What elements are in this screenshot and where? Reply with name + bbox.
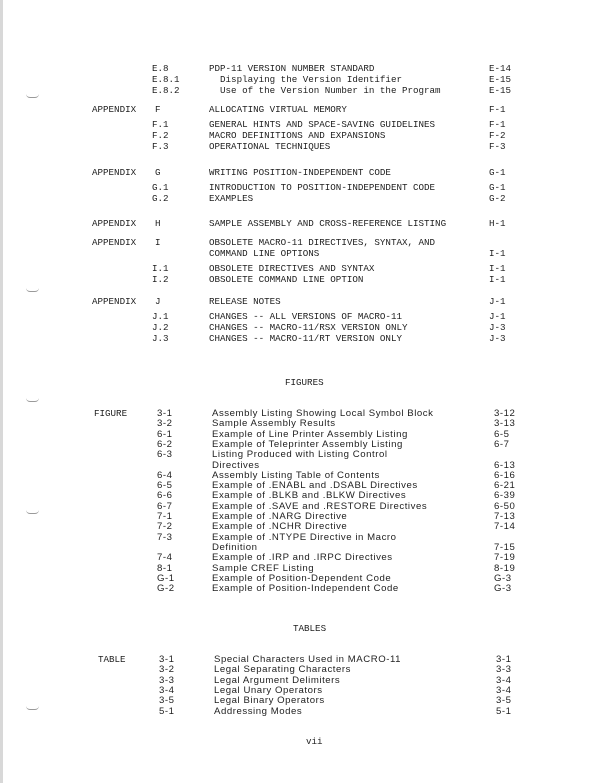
figure-number: 6-3 (157, 449, 173, 461)
section-page: G-1 (489, 182, 506, 193)
section-page: E-14 (489, 63, 512, 74)
figure-title: Example of .SAVE and .RESTORE Directives (212, 500, 428, 512)
section-page: J-1 (489, 311, 506, 322)
appendix-page: I-1 (489, 248, 506, 259)
figure-page: 6-21 (494, 480, 516, 492)
section-title: Use of the Version Number in the Program (209, 85, 441, 96)
appendix-label: APPENDIX (92, 167, 137, 178)
appendix-title: RELEASE NOTES (209, 296, 281, 307)
section-number: E.8.1 (152, 74, 180, 85)
figures-heading: FIGURES (285, 377, 324, 388)
binder-hole-mark (26, 94, 39, 98)
figure-page: 6-13 (494, 459, 516, 471)
appendix-page: H-1 (489, 218, 506, 229)
section-title: EXAMPLES (209, 193, 254, 204)
appendix-letter: G (155, 167, 161, 178)
appendix-letter: F (155, 104, 161, 115)
figure-title: Directives (212, 459, 260, 471)
appendix-letter: J (155, 296, 161, 307)
figure-title: Example of .IRP and .IRPC Directives (212, 552, 393, 564)
appendix-page: G-1 (489, 167, 506, 178)
section-page: I-1 (489, 274, 506, 285)
section-title: OPERATIONAL TECHNIQUES (209, 141, 331, 152)
table-page: 3-4 (496, 684, 512, 696)
appendix-letter: I (155, 237, 161, 248)
figure-number: 6-5 (157, 480, 173, 492)
section-number: G.2 (152, 193, 169, 204)
figure-title: Example of .BLKB and .BLKW Directives (212, 490, 407, 502)
appendix-page: J-1 (489, 296, 506, 307)
section-title: CHANGES -- MACRO-11/RSX VERSION ONLY (209, 322, 408, 333)
figure-title: Example of .NARG Directive (212, 511, 348, 522)
table-page: 3-4 (496, 674, 512, 686)
figure-title: Sample Assembly Results (212, 418, 336, 430)
appendix-title: SAMPLE ASSEMBLY AND CROSS-REFERENCE LISTING (209, 218, 447, 229)
figure-title: Example of .NCHR Directive (212, 521, 348, 533)
section-page: F-1 (489, 119, 506, 130)
figure-number: G-2 (157, 583, 175, 595)
appendix-label: APPENDIX (92, 218, 137, 229)
table-number: 3-2 (159, 664, 175, 676)
figure-title: Definition (212, 541, 258, 553)
section-number: F.1 (152, 119, 169, 130)
appendix-page: F-1 (489, 104, 506, 115)
section-page: J-3 (489, 322, 506, 333)
section-title: Displaying the Version Identifier (209, 74, 402, 85)
figure-page: 7-14 (494, 521, 516, 533)
figure-page: 3-13 (494, 418, 516, 430)
figure-title: Example of Position-Independent Code (212, 583, 399, 595)
section-number: I.1 (152, 263, 169, 274)
table-number: 5-1 (159, 705, 175, 717)
section-page: J-3 (489, 333, 506, 344)
table-number: 3-1 (159, 654, 175, 665)
section-number: F.3 (152, 141, 169, 152)
section-number: E.8 (152, 63, 169, 74)
figure-number: 7-2 (157, 521, 173, 533)
figure-page: 8-19 (494, 562, 516, 574)
binder-hole-mark (26, 510, 39, 514)
appendix-label: APPENDIX (92, 104, 137, 115)
figure-title: Listing Produced with Listing Control (212, 449, 388, 461)
figure-page: G-3 (494, 572, 512, 584)
appendix-title: COMMAND LINE OPTIONS (209, 248, 320, 259)
figure-title: Example of .NTYPE Directive in Macro (212, 531, 397, 543)
section-page: F-3 (489, 141, 506, 152)
figure-title: Assembly Listing Showing Local Symbol Block (212, 408, 434, 419)
figure-number: 6-2 (157, 438, 173, 450)
section-page: F-2 (489, 130, 506, 141)
appendix-title: OBSOLETE MACRO-11 DIRECTIVES, SYNTAX, AND (209, 237, 436, 248)
page-number: vii (306, 736, 323, 747)
figures-label: FIGURE (94, 408, 128, 419)
figure-number: 6-4 (157, 469, 173, 481)
tables-label: TABLE (98, 654, 126, 665)
table-title: Legal Separating Characters (214, 664, 351, 676)
appendix-letter: H (155, 218, 161, 229)
figure-number: 6-7 (157, 500, 173, 512)
figure-title: Example of Teleprinter Assembly Listing (212, 438, 403, 450)
figure-number: 8-1 (157, 562, 173, 574)
figure-page: 6-16 (494, 469, 516, 481)
section-number: E.8.2 (152, 85, 180, 96)
figure-number: G-1 (157, 572, 175, 584)
binder-hole-mark (26, 398, 39, 402)
table-number: 3-5 (159, 695, 175, 707)
section-title: OBSOLETE COMMAND LINE OPTION (209, 274, 364, 285)
table-page: 5-1 (496, 705, 512, 717)
figure-number: 7-3 (157, 531, 173, 543)
section-number: J.2 (152, 322, 169, 333)
figure-page: 3-12 (494, 408, 516, 419)
tables-heading: TABLES (293, 623, 327, 634)
section-title: GENERAL HINTS AND SPACE-SAVING GUIDELINES (209, 119, 436, 130)
table-title: Legal Argument Delimiters (214, 674, 341, 686)
section-number: J.3 (152, 333, 169, 344)
table-page: 3-5 (496, 695, 512, 707)
section-title: MACRO DEFINITIONS AND EXPANSIONS (209, 130, 386, 141)
figure-number: 6-1 (157, 428, 173, 440)
figure-number: 3-2 (157, 418, 173, 430)
table-page: 3-3 (496, 664, 512, 676)
appendix-label: APPENDIX (92, 296, 137, 307)
section-title: PDP-11 VERSION NUMBER STANDARD (209, 63, 375, 74)
figure-title: Example of .ENABL and .DSABL Directives (212, 480, 418, 492)
section-page: E-15 (489, 85, 512, 96)
figure-page: 6-50 (494, 500, 516, 512)
table-title: Legal Unary Operators (214, 684, 323, 696)
figure-title: Assembly Listing Table of Contents (212, 469, 380, 481)
table-page: 3-1 (496, 654, 512, 665)
figure-page: 7-13 (494, 511, 516, 522)
binder-hole-mark (26, 706, 39, 710)
table-title: Special Characters Used in MACRO-11 (214, 654, 402, 665)
section-title: INTRODUCTION TO POSITION-INDEPENDENT CODE (209, 182, 436, 193)
figure-title: Example of Line Printer Assembly Listing (212, 428, 408, 440)
figure-title: Sample CREF Listing (212, 562, 315, 574)
figure-page: 6-7 (494, 438, 510, 450)
table-title: Addressing Modes (214, 705, 303, 717)
section-title: CHANGES -- ALL VERSIONS OF MACRO-11 (209, 311, 402, 322)
figure-number: 7-4 (157, 552, 173, 564)
section-title: OBSOLETE DIRECTIVES AND SYNTAX (209, 263, 375, 274)
table-number: 3-4 (159, 684, 175, 696)
section-number: G.1 (152, 182, 169, 193)
section-title: CHANGES -- MACRO-11/RT VERSION ONLY (209, 333, 402, 344)
figure-number: 7-1 (157, 511, 173, 522)
figure-number: 6-6 (157, 490, 173, 502)
section-number: F.2 (152, 130, 169, 141)
figure-page: 6-39 (494, 490, 516, 502)
figure-title: Example of Position-Dependent Code (212, 572, 392, 584)
figure-page: 6-5 (494, 428, 510, 440)
appendix-label: APPENDIX (92, 237, 137, 248)
figure-page: 7-15 (494, 541, 516, 553)
scan-edge (0, 0, 3, 783)
section-page: E-15 (489, 74, 512, 85)
appendix-title: ALLOCATING VIRTUAL MEMORY (209, 104, 347, 115)
table-title: Legal Binary Operators (214, 695, 325, 707)
appendix-title: WRITING POSITION-INDEPENDENT CODE (209, 167, 391, 178)
section-page: G-2 (489, 193, 506, 204)
figure-page: 7-19 (494, 552, 516, 564)
binder-hole-mark (26, 288, 39, 292)
table-number: 3-3 (159, 674, 175, 686)
section-page: I-1 (489, 263, 506, 274)
figure-page: G-3 (494, 583, 512, 595)
section-number: J.1 (152, 311, 169, 322)
figure-number: 3-1 (157, 408, 173, 419)
section-number: I.2 (152, 274, 169, 285)
